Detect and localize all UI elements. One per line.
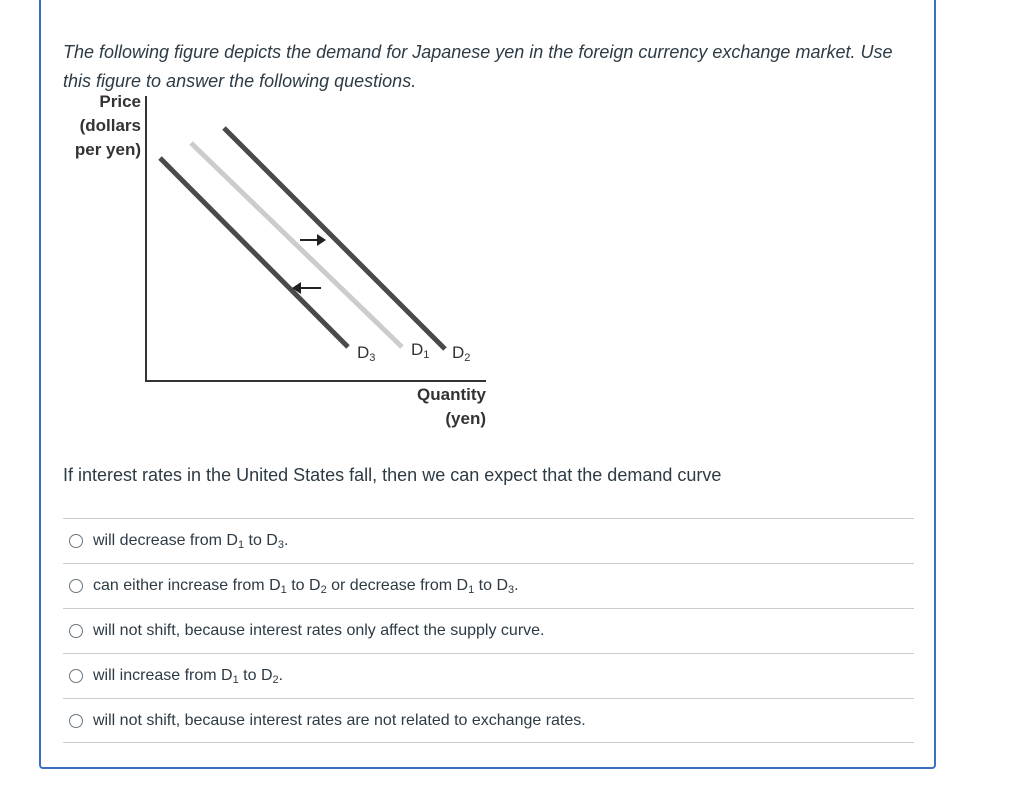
radio-button[interactable] — [69, 714, 83, 728]
subscript: 2 — [272, 674, 279, 686]
demand-figure — [58, 88, 498, 438]
radio-button[interactable] — [69, 579, 83, 593]
subscript: 1 — [468, 584, 475, 596]
curve-label-subscript: 3 — [369, 352, 376, 364]
curve-label-d2 — [452, 343, 470, 364]
curve-d1 — [191, 143, 402, 347]
x-axis-label — [388, 383, 486, 431]
radio-button[interactable] — [69, 534, 83, 548]
curve-label-letter: D — [357, 343, 370, 362]
answer-options — [63, 518, 914, 743]
subscript: 1 — [237, 539, 245, 551]
answer-text[interactable]: can either increase from $D_1$ to $D_2$ or decrease from $D_1$ to $D_3$. — [93, 577, 519, 596]
curve-d2 — [224, 128, 445, 349]
y-axis-label-line: (dollars — [79, 116, 141, 135]
y-axis-label-line: Price — [99, 92, 141, 111]
subscript: 3 — [277, 539, 284, 551]
y-axis-label-line: per yen) — [74, 140, 141, 159]
curve-label-d3 — [357, 343, 375, 364]
radio-button[interactable] — [69, 624, 83, 638]
subscript: 1 — [280, 584, 287, 596]
curve-label-d1 — [411, 340, 429, 361]
curve-label-subscript: 2 — [464, 352, 471, 364]
x-axis-label-line: Quantity — [417, 385, 486, 404]
curve-d3 — [160, 158, 348, 347]
x-axis-label-line: (yen) — [445, 409, 486, 428]
answer-option[interactable] — [63, 563, 914, 608]
curve-label-letter: D — [411, 340, 424, 359]
curve-label-subscript: 1 — [423, 349, 430, 361]
answer-option[interactable] — [63, 653, 914, 698]
answer-option[interactable] — [63, 608, 914, 653]
answer-option[interactable] — [63, 518, 914, 563]
answer-option[interactable] — [63, 698, 914, 743]
subscript: 1 — [232, 674, 239, 686]
answer-text[interactable]: will not shift, because interest rates are not related to exchange rates. — [93, 711, 586, 729]
subscript: 2 — [320, 584, 327, 596]
shift-right-arrow-head — [317, 234, 326, 246]
answer-text[interactable]: will decrease from $D_1$ to $D_3$. — [93, 532, 289, 551]
curve-label-letter: D — [452, 343, 465, 362]
intro-text: The following figure depicts the demand for Japanese yen in the foreign currency exchange market. Use this figure to answer the following questions. — [63, 42, 893, 91]
question-text: If interest rates in the United States fall, then we can expect that the demand curve — [63, 465, 722, 485]
answer-text[interactable]: will increase from $D_1$ to $D_2$. — [93, 667, 284, 686]
radio-button[interactable] — [69, 669, 83, 683]
answer-text[interactable]: will not shift, because interest rates only affect the supply curve. — [93, 622, 545, 639]
subscript: 3 — [508, 584, 515, 596]
